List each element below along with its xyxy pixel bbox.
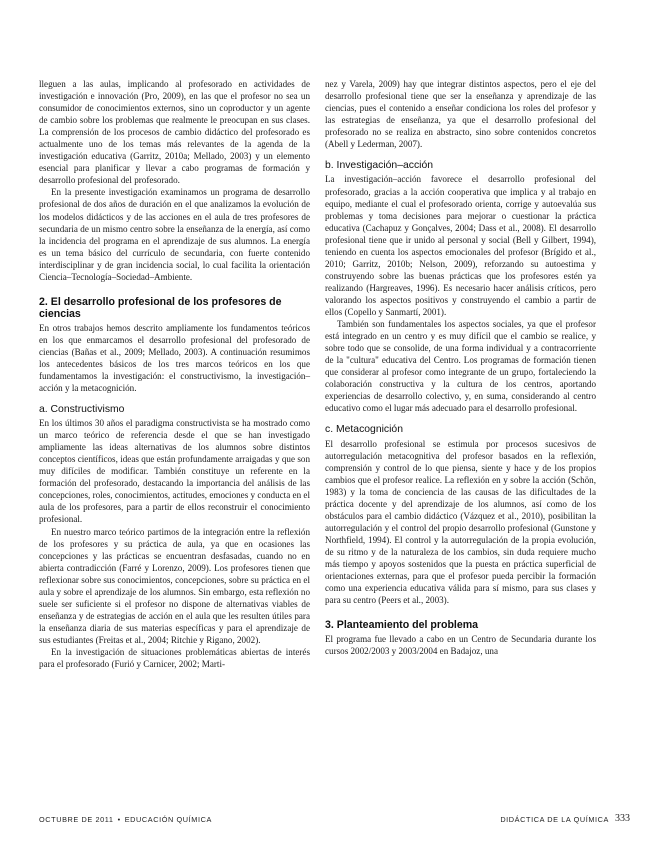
subsection-heading: b. Investigación–acción [325,160,434,172]
section-heading: 2. El desarrollo profesional de los profesores de ciencias [39,295,282,321]
paragraph: El programa fue llevado a cabo en un Centro de Secundaria durante los cursos 2002/2003 y 2003/2004 en Badajoz, una [325,633,596,656]
journal-name: EDUCACIÓN QUÍMICA [124,815,212,824]
section-heading: 3. Planteamiento del problema [325,619,479,632]
left-column [39,78,310,670]
paragraph: El desarrollo profesional se estimula por procesos sucesivos de autorregulación metacognitiva del profesor basados en la reflexión, comprensión y control de lo que piensa, siente y hace y de los propios cambios que el profesor realice. La reflexión en y sobre la acción (Schön, 1983) y la toma de conciencia de las causas de las dificultades de la práctica docente y del aprendizaje de los alumnos, así como de los obstáculos para el cambio didáctico (Vázquez et al., 2010), posibilitan la autorregulación y el control del propio desarrollo profesional (Gunstone y Northfield, 1994). El control y la autorregulación de la propia evolución, de su ritmo y de la naturaleza de los cambios, sin duda requiere mucho más tiempo y apoyos sostenidos que la puesta en práctica superficial de orientaciones externas, para que el profesor pueda percibir la formación como una experiencia educativa válida para sí mismo, para sus clases y para su centro (Peers et al., 2003). [325,438,596,606]
section-name: DIDÁCTICA DE LA QUÍMICA [500,815,609,824]
page-number: 333 [615,813,630,824]
paragraph: La investigación–acción favorece el desarrollo profesional del profesorado, gracias a la acción cooperativa que implica y al trabajo en equipo, mediante el cual el profesorado orienta, corrige y autoevalúa sus problemas y toma decisiones para mejorar o cuestionar la práctica educativa (Cachapuz y Gonçalves, 2004; Dass et al., 2008). El desarrollo profesional tiene que ir unido al personal y social (Bell y Gilbert, 1994), teniendo en cuenta los aspectos emocionales del profesor (Brígido et al., 2010; Garritz, 2010b; Nelson, 2009), reforzando su autoestima y construyendo sobre las buenas prácticas que los profesores estén ya realizando (Hargreaves, 1996). Es necesario hacer análisis críticos, pero valorando los aspectos positivos y construyendo el cambio a partir de ellos (Copello y Sanmartí, 2001). [325,174,596,317]
paragraph: lleguen a las aulas, implicando al profesorado en actividades de investigación e innovación (Pro, 2009), en las que el profesor no sea un consumidor de conocimientos externos, sino un coproductor y un agente de cambio sobre los problemas que realmente le preocupan en sus clases. La comprensión de los procesos de cambio didáctico del profesorado es actualmente uno de los temas más relevantes de la agenda de la investigación educativa (Garritz, 2010a; Mellado, 2003) y un elemento esencial para planificar y llevar a cabo programas de formación y desarrollo profesional del profesorado. [39,79,310,186]
paragraph: También son fundamentales los aspectos sociales, ya que el profesor está integrado en un centro y es muy difícil que el cambio se realice, y sobre todo que se consolide, de una forma individual y a contracorriente de la "cultura" educativa del Centro. Los programas de formación tienen que considerar al profesor como integrante de un grupo, fortaleciendo la colaboración constructiva y la cultura de los centros, aportando experiencias de desarrollo colectivo, y, en suma, considerando al centro educativo como el lugar más adecuado para el desarrollo profesional. [325,319,596,414]
paragraph: En la presente investigación examinamos un programa de desarrollo profesional de dos años de duración en el que analizamos la evolución de los modelos didácticos y de las acciones en el aula de tres profesores de secundaria de un mismo centro sobre la enseñanza de la energía, así como la incidencia del programa en el aprendizaje de sus alumnos. La energía es un tema básico del currículo de secundaria, con fuerte contenido interdisciplinar y de gran incidencia social, lo cual facilita la orientación Ciencia–Tecnología–Sociedad–Ambiente. [39,187,310,282]
footer-bullet: • [117,815,121,824]
paragraph: En los últimos 30 años el paradigma constructivista se ha mostrado como un marco teórico de referencia desde el que se han investigado ampliamente las ideas alternativas de los alumnos sobre distintos conceptos científicos, ideas que están profundamente arraigadas y que son muy difíciles de modificar. También constituye un referente en la formación del profesorado, destacando la importancia del análisis de las concepciones, roles, conocimientos, actitudes, emociones y conducta en el aula de los profesores, para a partir de ellos reconstruir el conocimiento profesional. [39,418,310,525]
right-column [325,78,596,657]
footer-left [39,815,212,824]
paragraph: En la investigación de situaciones problemáticas abiertas de interés para el profesorado (Furió y Carnicer, 2002; Marti- [39,646,310,670]
subsection-heading: c. Metacognición [325,424,403,436]
subsection-heading: a. Constructivismo [39,403,125,415]
issue-date: OCTUBRE DE 2011 [39,815,114,824]
paragraph: En otros trabajos hemos descrito ampliamente los fundamentos teóricos en los que enmarcamos el desarrollo profesional del profesorado de ciencias (Bañas et al., 2009; Mellado, 2003). A continuación resumimos los antecedentes básicos de los tres marcos teóricos en los que fundamentamos la investigación: el constructivismo, la investigación–acción y la metacognición. [39,322,310,393]
paragraph: nez y Varela, 2009) hay que integrar distintos aspectos, pero el eje del desarrollo profesional tiene que ser la enseñanza y aprendizaje de las ciencias, pues el contenido a enseñar condiciona los roles del profesor y las estrategias de enseñanza, ya que el desarrollo profesional del profesorado no se realiza en abstracto, sino sobre contenidos concretos (Abell y Lederman, 2007). [325,79,596,150]
paragraph: En nuestro marco teórico partimos de la integración entre la reflexión de los profesores y su práctica de aula, ya que en ocasiones las concepciones y las prácticas se encuentran desfasadas, cuando no en abierta contradicción (Farré y Lorenzo, 2009). Los profesores tienen que reflexionar sobre sus conocimientos, concepciones, sobre su práctica en el aula y sobre el aprendizaje de los alumnos. Sin embargo, esta reflexión no suele ser suficiente si el profesor no dispone de alternativas viables de enseñanza y de estrategias de acción en el aula que les resulten útiles para la enseñanza diaria de sus materias específicas y para el aprendizaje de sus estudiantes (Freitas et al., 2004; Ritchie y Rigano, 2002). [39,526,310,645]
